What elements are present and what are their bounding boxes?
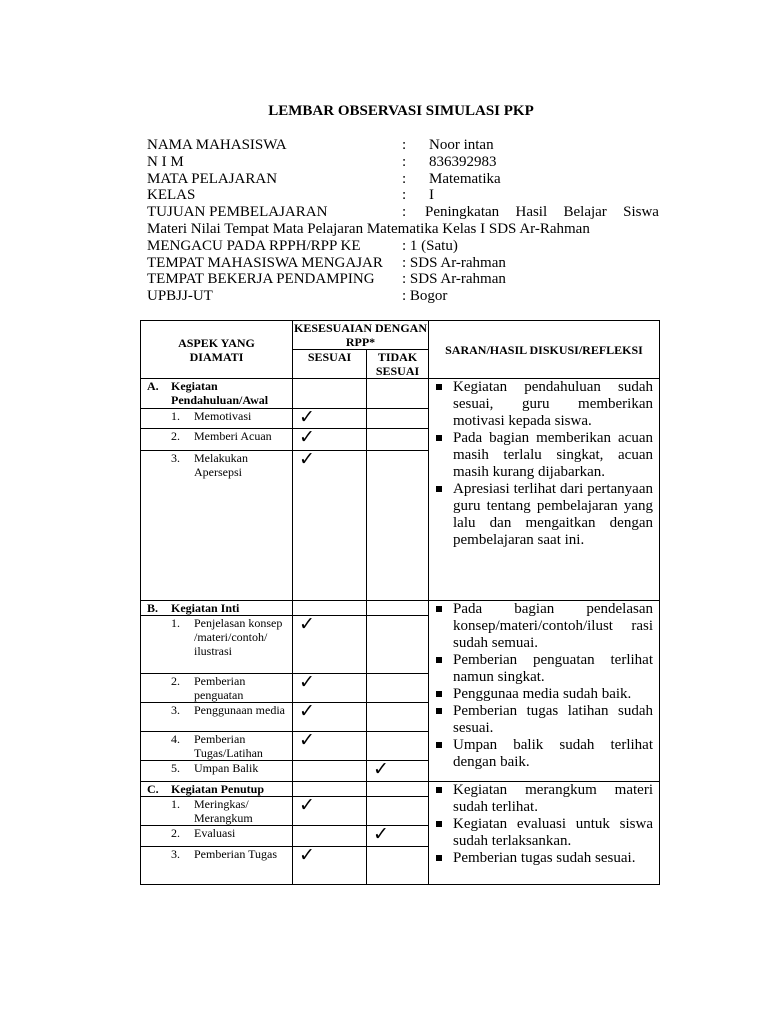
info-label: TEMPAT BEKERJA PENDAMPING bbox=[147, 271, 375, 288]
sesuai-cell bbox=[293, 674, 367, 703]
reflection-item: Pemberian tugas sudah sesuai. bbox=[453, 850, 653, 867]
tujuan-word: Siswa bbox=[623, 204, 659, 221]
info-value: Noor intan bbox=[429, 137, 494, 153]
sesuai-cell bbox=[293, 409, 367, 429]
tidak-sesuai-cell bbox=[367, 782, 429, 797]
reflection-item: Apresiasi terlihat dari pertanyaan guru tentang pembelajaran yang lalu dan mengaitkan dengan pembelajaran saat ini. bbox=[453, 481, 653, 548]
tidak-sesuai-cell bbox=[367, 761, 429, 782]
item-number: 4. bbox=[171, 732, 180, 746]
info-label: MATA PELAJARAN bbox=[147, 170, 278, 187]
tidak-sesuai-cell bbox=[367, 616, 429, 674]
tujuan-value bbox=[417, 204, 659, 221]
reflection-item: Kegiatan pendahuluan sudah sesuai, guru memberikan motivasi kepada siswa. bbox=[453, 379, 653, 429]
info-value: : Bogor bbox=[402, 288, 448, 305]
info-separator: : bbox=[402, 204, 407, 221]
identity-block bbox=[147, 137, 659, 305]
info-value: : SDS Ar-rahman bbox=[402, 254, 506, 271]
sesuai-cell bbox=[293, 826, 367, 847]
item-name: Penggunaan media bbox=[194, 703, 285, 717]
info-separator: : bbox=[402, 170, 407, 187]
tidak-sesuai-cell bbox=[367, 674, 429, 703]
item-name: Evaluasi bbox=[194, 826, 236, 840]
item-name: Memberi Acuan bbox=[194, 429, 272, 443]
reflection-cell bbox=[429, 601, 660, 782]
table-body bbox=[141, 379, 660, 885]
item-number: 2. bbox=[171, 826, 180, 840]
info-row-rpp bbox=[147, 238, 659, 255]
sesuai-cell bbox=[293, 847, 367, 885]
section-name: Kegiatan Inti bbox=[171, 601, 240, 615]
reflection-item: Kegiatan evaluasi untuk siswa sudah terlaksankan. bbox=[453, 816, 653, 849]
checkmark-icon: ✓ bbox=[299, 845, 315, 866]
info-label: KELAS bbox=[147, 187, 196, 204]
reflection-item: Pemberian penguatan terlihat namun singkat. bbox=[453, 652, 653, 685]
section-title bbox=[141, 782, 293, 797]
info-row-upbjj bbox=[147, 288, 659, 305]
item-cell bbox=[141, 826, 293, 847]
item-name: Meringkas/ Merangkum bbox=[194, 797, 253, 825]
checkmark-icon: ✓ bbox=[373, 824, 389, 845]
item-name: Memotivasi bbox=[194, 409, 252, 423]
checkmark-icon: ✓ bbox=[299, 407, 315, 428]
item-cell bbox=[141, 409, 293, 429]
checkmark-icon: ✓ bbox=[299, 614, 315, 635]
checkmark-icon: ✓ bbox=[299, 730, 315, 751]
info-row-nim bbox=[147, 154, 659, 171]
tidak-sesuai-cell bbox=[367, 732, 429, 761]
item-cell bbox=[141, 703, 293, 732]
tidak-sesuai-cell bbox=[367, 451, 429, 601]
tidak-sesuai-cell bbox=[367, 429, 429, 451]
info-row-mapel bbox=[147, 171, 659, 188]
item-name: Pemberian Tugas/Latihan bbox=[194, 732, 263, 760]
tidak-sesuai-cell bbox=[367, 601, 429, 616]
checkmark-icon: ✓ bbox=[373, 759, 389, 780]
info-value: I bbox=[429, 187, 434, 204]
header-sesuai: SESUAI bbox=[293, 350, 367, 379]
checkmark-icon: ✓ bbox=[299, 672, 315, 693]
item-number: 1. bbox=[171, 616, 180, 630]
tujuan-word: Belajar bbox=[563, 204, 607, 221]
item-cell bbox=[141, 616, 293, 674]
section-title bbox=[141, 379, 293, 409]
item-cell bbox=[141, 732, 293, 761]
header-tidak-sesuai: TIDAK SESUAI bbox=[367, 350, 429, 379]
section-row bbox=[141, 379, 660, 409]
header-aspek: ASPEK YANG DIAMATI bbox=[141, 321, 293, 379]
info-label: N I M bbox=[147, 153, 184, 170]
checkmark-icon: ✓ bbox=[299, 427, 315, 448]
info-row-tujuan bbox=[147, 204, 659, 221]
info-value: Matematika bbox=[429, 170, 501, 187]
reflection-item: Pada bagian memberikan acuan masih terlalu singkat, acuan masih kurang dijabarkan. bbox=[453, 430, 653, 480]
reflection-list bbox=[453, 379, 653, 549]
tidak-sesuai-cell bbox=[367, 409, 429, 429]
sesuai-cell bbox=[293, 451, 367, 601]
info-label: NAMA MAHASISWA bbox=[147, 137, 287, 153]
item-cell bbox=[141, 761, 293, 782]
info-value: 836392983 bbox=[429, 153, 497, 170]
observation-table bbox=[140, 320, 660, 885]
section-letter: B. bbox=[147, 601, 159, 615]
item-cell bbox=[141, 674, 293, 703]
item-cell bbox=[141, 429, 293, 451]
section-letter: C. bbox=[147, 782, 159, 796]
section-name: Kegiatan Penutup bbox=[171, 782, 265, 796]
reflection-cell bbox=[429, 782, 660, 885]
item-number: 5. bbox=[171, 761, 180, 775]
item-number: 1. bbox=[171, 409, 180, 423]
item-number: 2. bbox=[171, 429, 180, 443]
reflection-item: Pada bagian pendelasan konsep/materi/contoh/ilust rasi sudah semuai. bbox=[453, 601, 653, 651]
checkmark-icon: ✓ bbox=[299, 701, 315, 722]
item-name: Pemberian Tugas bbox=[194, 847, 278, 861]
info-row-tempat-mengajar bbox=[147, 255, 659, 272]
sesuai-cell bbox=[293, 797, 367, 826]
item-number: 3. bbox=[171, 451, 180, 465]
section-title bbox=[141, 601, 293, 616]
tidak-sesuai-cell bbox=[367, 826, 429, 847]
reflection-list bbox=[453, 782, 653, 867]
table-header-row bbox=[141, 321, 660, 350]
item-number: 3. bbox=[171, 703, 180, 717]
reflection-item: Pemberian tugas latihan sudah sesuai. bbox=[453, 703, 653, 736]
item-name: Penjelasan konsep /materi/contoh/ ilustrasi bbox=[194, 616, 283, 658]
sesuai-cell bbox=[293, 379, 367, 409]
info-separator: : bbox=[402, 187, 407, 204]
sesuai-cell bbox=[293, 429, 367, 451]
tidak-sesuai-cell bbox=[367, 379, 429, 409]
item-name: Pemberian penguatan bbox=[194, 674, 246, 702]
item-number: 2. bbox=[171, 674, 180, 688]
header-saran: SARAN/HASIL DISKUSI/REFLEKSI bbox=[429, 321, 660, 379]
sesuai-cell bbox=[293, 703, 367, 732]
info-label: MENGACU PADA RPPH/RPP KE bbox=[147, 237, 361, 254]
section-name: Kegiatan Pendahuluan/Awal bbox=[171, 379, 269, 407]
reflection-item: Penggunaa media sudah baik. bbox=[453, 686, 653, 703]
info-separator: : bbox=[402, 153, 407, 170]
checkmark-icon: ✓ bbox=[299, 795, 315, 816]
reflection-cell bbox=[429, 379, 660, 601]
info-label: TEMPAT MAHASISWA MENGAJAR bbox=[147, 254, 383, 271]
item-number: 3. bbox=[171, 847, 180, 861]
section-row bbox=[141, 601, 660, 616]
tujuan-word: Peningkatan bbox=[425, 204, 500, 221]
section-row bbox=[141, 782, 660, 797]
info-value: : 1 (Satu) bbox=[402, 237, 458, 254]
tidak-sesuai-cell bbox=[367, 703, 429, 732]
tidak-sesuai-cell bbox=[367, 847, 429, 885]
info-label: UPBJJ-UT bbox=[147, 288, 213, 305]
sesuai-cell bbox=[293, 616, 367, 674]
info-row-tempat-pendamping bbox=[147, 271, 659, 288]
sesuai-cell bbox=[293, 732, 367, 761]
tidak-sesuai-cell bbox=[367, 797, 429, 826]
item-cell bbox=[141, 847, 293, 885]
reflection-item: Kegiatan merangkum materi sudah terlihat. bbox=[453, 782, 653, 815]
sesuai-cell bbox=[293, 761, 367, 782]
reflection-item: Umpan balik sudah terlihat dengan baik. bbox=[453, 737, 653, 770]
item-name: Umpan Balik bbox=[194, 761, 259, 775]
tujuan-word: Hasil bbox=[515, 204, 548, 221]
checkmark-icon: ✓ bbox=[299, 449, 315, 470]
document-title: LEMBAR OBSERVASI SIMULASI PKP bbox=[268, 103, 534, 119]
reflection-list bbox=[453, 601, 653, 771]
item-number: 1. bbox=[171, 797, 180, 811]
tujuan-continuation: Materi Nilai Tempat Mata Pelajaran Matematika Kelas I SDS Ar-Rahman bbox=[147, 220, 590, 237]
info-separator: : bbox=[402, 137, 407, 153]
section-letter: A. bbox=[147, 379, 159, 393]
info-label: TUJUAN PEMBELAJARAN bbox=[147, 204, 328, 221]
info-value: : SDS Ar-rahman bbox=[402, 271, 506, 288]
info-row-nama bbox=[147, 137, 659, 154]
header-kesesuaian: KESESUAIAN DENGAN RPP* bbox=[293, 321, 428, 349]
item-cell bbox=[141, 797, 293, 826]
item-name: Melakukan Apersepsi bbox=[194, 451, 248, 479]
info-row-kelas bbox=[147, 187, 659, 204]
item-cell bbox=[141, 451, 293, 601]
